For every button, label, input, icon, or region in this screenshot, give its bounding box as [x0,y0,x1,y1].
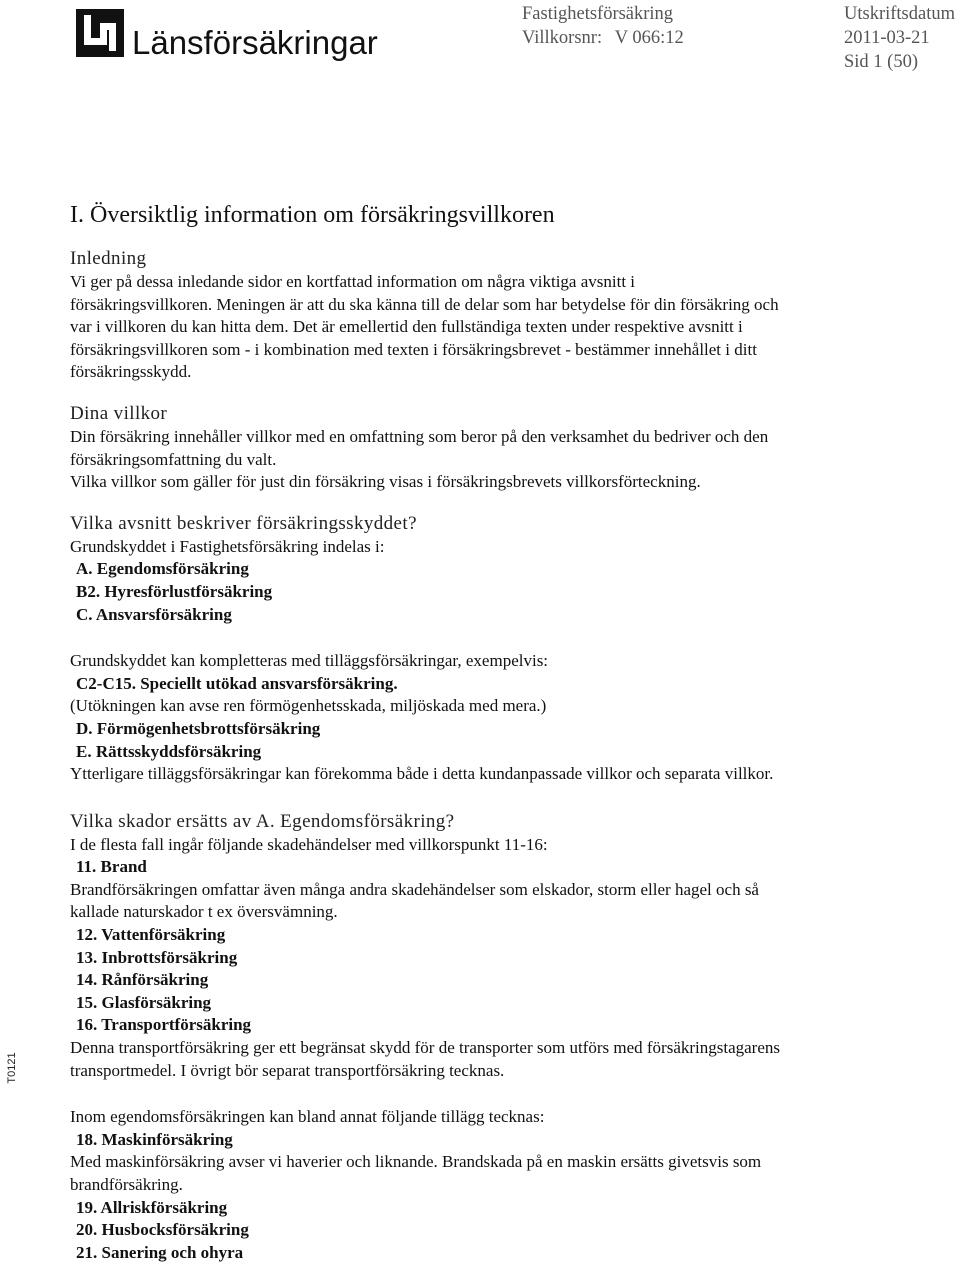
addon-intro: Inom egendomsförsäkringen kan bland annat följande tillägg tecknas: [70,1107,545,1127]
transport-line: Denna transportförsäkring ger ett begränsat skydd för de transporter som utförs med försäkringstagarens [70,1038,781,1058]
supplement-intro: Grundskyddet kan kompletteras med tilläggsförsäkringar, exempelvis: [70,651,549,671]
list-item: 13. Inbrottsförsäkring [76,947,238,967]
terms-number-line [522,26,684,50]
brand-name: Länsförsäkringar [132,24,378,61]
list-item: D. Förmögenhetsbrottsförsäkring [76,718,321,738]
intro-line: Vi ger på dessa inledande sidor en kortfattad information om några viktiga avsnitt i [70,272,636,291]
page-title: I. Översiktlig information om försäkringsvillkoren [70,202,555,228]
header-product-block [522,2,684,50]
transport-line: transportmedel. I övrigt bör separat transportförsäkring tecknas. [70,1060,505,1080]
list-item: 21. Sanering och ohyra [76,1242,244,1262]
fire-line: kallade naturskador t ex översvämning. [70,902,338,922]
supplement-outro: Ytterligare tilläggsförsäkringar kan förekomma både i detta kundanpassade villkor och separata villkor. [70,764,774,784]
print-date-label: Utskriftsdatum [844,4,955,24]
product-name: Fastighetsförsäkring [522,4,674,24]
list-item: 18. Maskinförsäkring [76,1129,233,1149]
list-item: A. Egendomsförsäkring [76,559,249,579]
your-terms-line: Vilka villkor som gäller för just din försäkring visas i försäkringsbrevets villkorsförteckning. [70,472,701,492]
your-terms-heading: Dina villkor [70,402,168,424]
list-item: 16. Transportförsäkring [76,1015,252,1035]
your-terms-line: försäkringsomfattning du valt. [70,449,277,469]
print-date: 2011-03-21 [844,28,930,48]
list-item: 19. Allriskförsäkring [76,1197,228,1217]
terms-label: Villkorsnr: [522,28,603,48]
sections-heading: Vilka avsnitt beskriver försäkringsskyddet? [70,512,417,534]
intro-line: försäkringsskydd. [70,362,192,382]
property-heading: Vilka skador ersätts av A. Egendomsförsäkring? [70,810,455,832]
header-print-block [844,2,955,74]
lansforsakringar-logo-icon [76,9,124,57]
intro-line: var i villkoren du kan hitta dem. Det är emellertid den fullständiga texten under respektive avsnitt i [70,317,743,337]
sections-intro: Grundskyddet i Fastighetsförsäkring indelas i: [70,536,385,556]
intro-line: försäkringsvillkoren som - i kombination med texten i försäkringsbrevet - bestämmer innehållet i ditt [70,339,757,359]
list-item: C2-C15. Speciellt utökad ansvarsförsäkring. [76,673,398,693]
page-info: Sid 1 (50) [844,52,918,72]
fire-line: Brandförsäkringen omfattar även många andra skadehändelser som elskador, storm eller hagel och så [70,879,759,899]
machine-line: Med maskinförsäkring avser vi haverier och liknande. Brandskada på en maskin ersätts givetsvis som [70,1152,762,1172]
terms-number: V 066:12 [614,28,684,48]
your-terms-line: Din försäkring innehåller villkor med en omfattning som beror på den verksamhet du bedriver och den [70,426,769,446]
document-code: T0121 [6,1052,18,1084]
list-item: 15. Glasförsäkring [76,992,212,1012]
list-item: 20. Husbocksförsäkring [76,1220,249,1240]
list-item: E. Rättsskyddsförsäkring [76,741,262,761]
supplement-note: (Utökningen kan avse ren förmögenhetsskada, miljöskada med mera.) [70,696,547,716]
intro-heading: Inledning [70,248,147,269]
list-item: 12. Vattenförsäkring [76,925,226,945]
list-item: C. Ansvarsförsäkring [76,604,232,624]
list-item: 14. Rånförsäkring [76,970,209,990]
machine-line: brandförsäkring. [70,1175,183,1194]
property-intro: I de flesta fall ingår följande skadehändelser med villkorspunkt 11-16: [70,834,548,854]
document-body [70,200,890,1264]
intro-line: försäkringsvillkoren. Meningen är att du ska känna till de delar som har betydelse för din försäkring och [70,294,779,314]
brand-logo [76,4,378,62]
list-item: 11. Brand [76,857,147,877]
list-item: B2. Hyresförlustförsäkring [76,581,273,601]
